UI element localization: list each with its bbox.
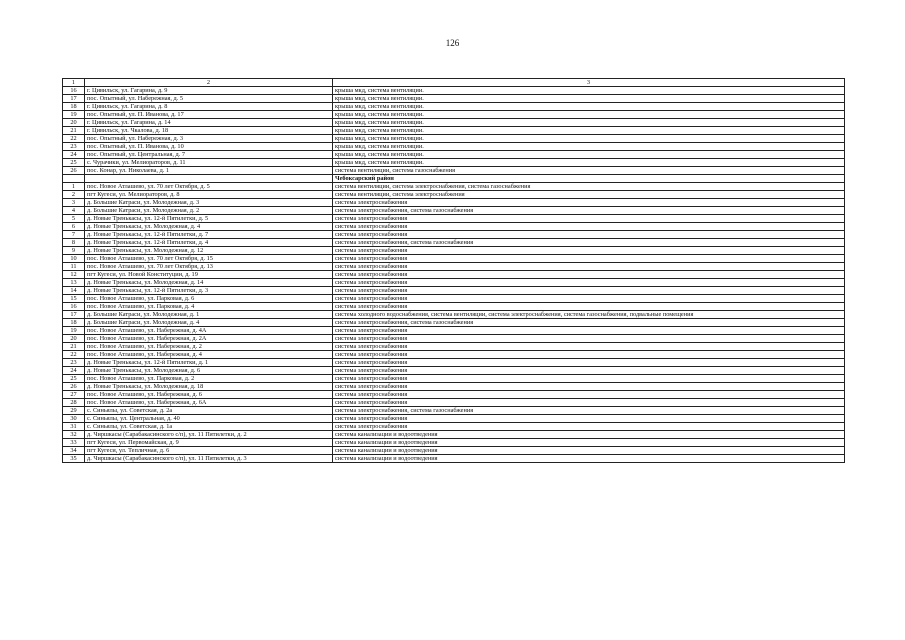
table-row xyxy=(63,263,845,271)
row-address: д. Большие Катраси, ул. Молодежная, д. 3 xyxy=(85,199,333,207)
row-address: пос. Новое Атлашево, ул. 70 лет Октября, д. 15 xyxy=(85,255,333,263)
row-address: пос. Новое Атлашево, ул. Набережная, д. 6А xyxy=(85,399,333,407)
row-systems: система канализации и водоотведения xyxy=(333,431,845,439)
row-systems: система канализации и водоотведения xyxy=(333,439,845,447)
row-address: пос. Новое Атлашево, ул. Набережная, д. 4А xyxy=(85,327,333,335)
table-row xyxy=(63,143,845,151)
row-number: 29 xyxy=(63,407,85,415)
table-row xyxy=(63,231,845,239)
row-number: 3 xyxy=(63,199,85,207)
row-number: 9 xyxy=(63,247,85,255)
row-address: пгт Кугеси, ул. Новой Конституции, д. 19 xyxy=(85,271,333,279)
row-systems: система холодного водоснабжения, система вентиляции, система электроснабжения, система газоснабжения, подвальные помещения xyxy=(333,311,845,319)
row-systems: система электроснабжения xyxy=(333,367,845,375)
section-blank-cell xyxy=(85,175,333,183)
row-number: 12 xyxy=(63,271,85,279)
row-address: пос. Новое Атлашево, ул. 70 лет Октября, д. 5 xyxy=(85,183,333,191)
table-row xyxy=(63,87,845,95)
row-systems: система электроснабжения, система газоснабжения xyxy=(333,319,845,327)
header-col-1: 1 xyxy=(63,79,85,87)
row-systems: система электроснабжения xyxy=(333,303,845,311)
table-row xyxy=(63,95,845,103)
row-number: 33 xyxy=(63,439,85,447)
row-systems: крыша мкд, система вентиляции. xyxy=(333,135,845,143)
row-number: 23 xyxy=(63,359,85,367)
row-number: 31 xyxy=(63,423,85,431)
row-address: с. Чурачики, ул. Мелиораторов, д. 11 xyxy=(85,159,333,167)
row-number: 17 xyxy=(63,95,85,103)
row-number: 15 xyxy=(63,295,85,303)
row-systems: система электроснабжения xyxy=(333,351,845,359)
row-number: 1 xyxy=(63,183,85,191)
row-address: пгт Кугеси, ул. Тепличная, д. 6 xyxy=(85,447,333,455)
table-row xyxy=(63,151,845,159)
row-address: пос. Опытный, ул. П. Иванова, д. 10 xyxy=(85,143,333,151)
table-row xyxy=(63,127,845,135)
row-number: 26 xyxy=(63,167,85,175)
row-number: 5 xyxy=(63,215,85,223)
table-row xyxy=(63,239,845,247)
table-row xyxy=(63,367,845,375)
table-row xyxy=(63,111,845,119)
table-row xyxy=(63,103,845,111)
row-number: 34 xyxy=(63,447,85,455)
row-address: д. Новые Тренькасы, ул. 12-й Пятилетки, д. 5 xyxy=(85,215,333,223)
row-number: 32 xyxy=(63,431,85,439)
row-systems: крыша мкд, система вентиляции. xyxy=(333,87,845,95)
row-systems: крыша мкд, система вентиляции. xyxy=(333,103,845,111)
row-systems: крыша мкд, система вентиляции. xyxy=(333,143,845,151)
row-systems: система электроснабжения xyxy=(333,247,845,255)
row-systems: система электроснабжения, система газоснабжения xyxy=(333,207,845,215)
table-row xyxy=(63,223,845,231)
table-row xyxy=(63,375,845,383)
row-systems: система вентиляции, система газоснабжения xyxy=(333,167,845,175)
table-row xyxy=(63,119,845,127)
table-row xyxy=(63,431,845,439)
table-row xyxy=(63,415,845,423)
row-systems: система электроснабжения xyxy=(333,383,845,391)
row-systems: система электроснабжения xyxy=(333,335,845,343)
row-number: 13 xyxy=(63,279,85,287)
table-row xyxy=(63,247,845,255)
table-row xyxy=(63,159,845,167)
row-number: 2 xyxy=(63,191,85,199)
row-number: 20 xyxy=(63,335,85,343)
row-number: 22 xyxy=(63,135,85,143)
row-address: пос. Новое Атлашево, ул. Парковая, д. 6 xyxy=(85,295,333,303)
row-address: д. Большие Катраси, ул. Молодежная, д. 4 xyxy=(85,319,333,327)
row-number: 7 xyxy=(63,231,85,239)
row-address: д. Новые Тренькасы, ул. 12-й Пятилетки, д. 7 xyxy=(85,231,333,239)
table-row xyxy=(63,423,845,431)
table-row xyxy=(63,279,845,287)
row-number: 4 xyxy=(63,207,85,215)
row-address: д. Новые Тренькасы, ул. 12-й Пятилетки, д. 4 xyxy=(85,239,333,247)
table-row xyxy=(63,407,845,415)
row-number: 30 xyxy=(63,415,85,423)
row-systems: крыша мкд, система вентиляции. xyxy=(333,151,845,159)
row-systems: система электроснабжения xyxy=(333,255,845,263)
row-address: д. Новые Тренькасы, ул. Молодежная, д. 4 xyxy=(85,223,333,231)
table-row xyxy=(63,191,845,199)
row-systems: система электроснабжения xyxy=(333,359,845,367)
row-address: с. Синьялы, ул. Советская, д. 2а xyxy=(85,407,333,415)
row-number: 6 xyxy=(63,223,85,231)
table-row xyxy=(63,287,845,295)
row-systems: крыша мкд, система вентиляции. xyxy=(333,111,845,119)
row-systems: система электроснабжения xyxy=(333,295,845,303)
row-systems: система электроснабжения xyxy=(333,399,845,407)
row-systems: система электроснабжения xyxy=(333,231,845,239)
row-number: 8 xyxy=(63,239,85,247)
row-systems: система вентиляции, система электроснабжения, система газоснабжения xyxy=(333,183,845,191)
table-row xyxy=(63,447,845,455)
row-systems: система электроснабжения xyxy=(333,415,845,423)
row-number: 11 xyxy=(63,263,85,271)
table-row xyxy=(63,183,845,191)
row-number: 16 xyxy=(63,303,85,311)
row-address: г. Цивильск, ул. Чкалова, д. 18 xyxy=(85,127,333,135)
table-row xyxy=(63,455,845,463)
row-address: с. Синьялы, ул. Советская, д. 1а xyxy=(85,423,333,431)
row-address: пос. Новое Атлашево, ул. Парковая, д. 4 xyxy=(85,303,333,311)
row-number: 16 xyxy=(63,87,85,95)
row-number: 35 xyxy=(63,455,85,463)
row-systems: система канализации и водоотведения xyxy=(333,447,845,455)
row-number: 19 xyxy=(63,327,85,335)
row-number: 25 xyxy=(63,159,85,167)
row-systems: система электроснабжения xyxy=(333,263,845,271)
row-address: д. Новые Тренькасы, ул. Молодежная, д. 12 xyxy=(85,247,333,255)
row-address: д. Большие Катраси, ул. Молодежная, д. 2 xyxy=(85,207,333,215)
row-address: пос. Новое Атлашево, ул. Парковая, д. 2 xyxy=(85,375,333,383)
row-number: 18 xyxy=(63,103,85,111)
row-number: 22 xyxy=(63,351,85,359)
row-number: 21 xyxy=(63,343,85,351)
table-row xyxy=(63,391,845,399)
row-address: пос. Опытный, ул. Набережная, д. 3 xyxy=(85,135,333,143)
row-address: д. Новые Тренькасы, ул. 12-й Пятилетки, д. 3 xyxy=(85,287,333,295)
table-row xyxy=(63,207,845,215)
table-row xyxy=(63,255,845,263)
row-number: 26 xyxy=(63,383,85,391)
row-address: пос. Новое Атлашево, ул. Набережная, д. 4 xyxy=(85,351,333,359)
row-number: 17 xyxy=(63,311,85,319)
row-systems: система электроснабжения xyxy=(333,215,845,223)
row-number: 10 xyxy=(63,255,85,263)
table-row xyxy=(63,167,845,175)
section-row xyxy=(63,175,845,183)
row-address: г. Цивильск, ул. Гагарина, д. 9 xyxy=(85,87,333,95)
table-row xyxy=(63,439,845,447)
table-header-row xyxy=(63,79,845,87)
row-address: д. Новые Тренькасы, ул. Молодежная, д. 6 xyxy=(85,367,333,375)
row-number: 23 xyxy=(63,143,85,151)
table-row xyxy=(63,303,845,311)
row-systems: система электроснабжения xyxy=(333,391,845,399)
row-systems: система электроснабжения xyxy=(333,423,845,431)
table-row xyxy=(63,295,845,303)
row-address: пос. Опытный, ул. Набережная, д. 5 xyxy=(85,95,333,103)
header-col-3: 3 xyxy=(333,79,845,87)
row-systems: система электроснабжения xyxy=(333,287,845,295)
row-systems: система электроснабжения xyxy=(333,223,845,231)
row-address: д. Чиршкасы (Сарабакасинского с/п), ул. 11 Пятилетки, д. 2 xyxy=(85,431,333,439)
registry-table xyxy=(62,78,845,463)
row-address: пос. Опытный, ул. Центральная, д. 7 xyxy=(85,151,333,159)
row-address: пос. Новое Атлашево, ул. 70 лет Октября, д. 13 xyxy=(85,263,333,271)
table-row xyxy=(63,359,845,367)
row-systems: крыша мкд, система вентиляции. xyxy=(333,159,845,167)
row-address: г. Цивильск, ул. Гагарина, д. 8 xyxy=(85,103,333,111)
table-row xyxy=(63,311,845,319)
row-address: пгт Кугеси, ул. Мелиораторов, д. 8 xyxy=(85,191,333,199)
row-number: 21 xyxy=(63,127,85,135)
row-number: 25 xyxy=(63,375,85,383)
table-row xyxy=(63,383,845,391)
row-address: г. Цивильск, ул. Гагарина, д. 14 xyxy=(85,119,333,127)
row-address: д. Новые Тренькасы, ул. 12-й Пятилетки, д. 1 xyxy=(85,359,333,367)
row-number: 27 xyxy=(63,391,85,399)
header-col-2: 2 xyxy=(85,79,333,87)
section-title: Чебоксарский район xyxy=(333,175,845,183)
row-address: пос. Новое Атлашево, ул. Набережная, д. 6 xyxy=(85,391,333,399)
row-address: д. Большие Катраси, ул. Молодежная, д. 1 xyxy=(85,311,333,319)
row-systems: система вентиляции, система электроснабжения xyxy=(333,191,845,199)
page-number: 126 xyxy=(445,38,460,48)
table-body xyxy=(63,79,845,463)
table-row xyxy=(63,335,845,343)
row-systems: крыша мкд, система вентиляции. xyxy=(333,95,845,103)
table-row xyxy=(63,135,845,143)
row-systems: система электроснабжения xyxy=(333,375,845,383)
row-number: 14 xyxy=(63,287,85,295)
row-systems: крыша мкд, система вентиляции. xyxy=(333,127,845,135)
row-number: 20 xyxy=(63,119,85,127)
row-systems: система электроснабжения, система газоснабжения xyxy=(333,239,845,247)
row-address: пос. Опытный, ул. П. Иванова, д. 17 xyxy=(85,111,333,119)
row-systems: система канализации и водоотведения xyxy=(333,455,845,463)
row-systems: система электроснабжения xyxy=(333,343,845,351)
table-row xyxy=(63,271,845,279)
table-row xyxy=(63,351,845,359)
row-number: 28 xyxy=(63,399,85,407)
row-address: пгт Кугеси, ул. Первомайская, д. 9 xyxy=(85,439,333,447)
table-row xyxy=(63,343,845,351)
table-row xyxy=(63,215,845,223)
row-systems: система электроснабжения, система газоснабжения xyxy=(333,407,845,415)
row-systems: система электроснабжения xyxy=(333,271,845,279)
row-address: д. Новые Тренькасы, ул. Молодежная, д. 18 xyxy=(85,383,333,391)
row-address: пос. Новое Атлашево, ул. Набережная, д. 2 xyxy=(85,343,333,351)
section-blank-cell xyxy=(63,175,85,183)
row-number: 24 xyxy=(63,151,85,159)
table-row xyxy=(63,399,845,407)
row-systems: система электроснабжения xyxy=(333,199,845,207)
row-number: 24 xyxy=(63,367,85,375)
row-systems: крыша мкд, система вентиляции. xyxy=(333,119,845,127)
row-address: пос. Новое Атлашево, ул. Набережная, д. 2А xyxy=(85,335,333,343)
row-systems: система электроснабжения xyxy=(333,327,845,335)
row-address: с. Синьялы, ул. Центральная, д. 40 xyxy=(85,415,333,423)
row-number: 18 xyxy=(63,319,85,327)
row-systems: система электроснабжения xyxy=(333,279,845,287)
table-row xyxy=(63,199,845,207)
row-address: д. Чиршкасы (Сарабакасинского с/п), ул. 11 Пятилетки, д. 3 xyxy=(85,455,333,463)
row-address: д. Новые Тренькасы, ул. Молодежная, д. 14 xyxy=(85,279,333,287)
table-row xyxy=(63,327,845,335)
table-row xyxy=(63,319,845,327)
row-number: 19 xyxy=(63,111,85,119)
row-address: пос. Конар, ул. Николаева, д. 1 xyxy=(85,167,333,175)
